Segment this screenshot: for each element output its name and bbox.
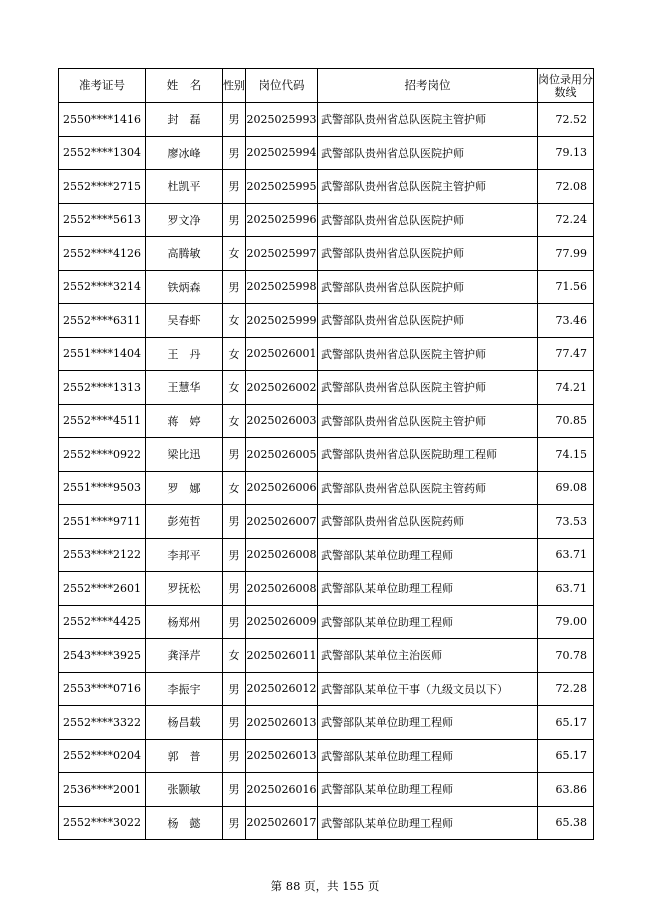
table-row [59,538,594,572]
cell-position: 武警部队贵州省总队医院主管药师 [318,471,538,505]
cell-score: 69.08 [538,471,594,505]
cell-exam-id: 2552****0204 [59,739,146,773]
table-row [59,438,594,472]
cell-position: 武警部队某单位助理工程师 [318,739,538,773]
cell-post-code: 2025026013 [246,706,318,740]
cell-score: 65.17 [538,706,594,740]
cell-exam-id: 2553****0716 [59,672,146,706]
cell-gender: 男 [223,773,246,807]
cell-gender: 男 [223,739,246,773]
cell-name: 彭苑哲 [146,505,223,539]
cell-post-code: 2025026012 [246,672,318,706]
cell-position: 武警部队贵州省总队医院护师 [318,237,538,271]
cell-gender: 男 [223,505,246,539]
cell-exam-id: 2551****9503 [59,471,146,505]
cell-position: 武警部队某单位主治医师 [318,639,538,673]
cell-gender: 男 [223,136,246,170]
cell-position: 武警部队某单位干事（九级文员以下） [318,672,538,706]
cell-gender: 女 [223,371,246,405]
cell-score: 70.85 [538,404,594,438]
cell-post-code: 2025026003 [246,404,318,438]
table-row [59,170,594,204]
cell-name: 王 丹 [146,337,223,371]
table-row [59,806,594,840]
cell-position: 武警部队某单位助理工程师 [318,773,538,807]
cell-name: 罗文净 [146,203,223,237]
cell-name: 封 磊 [146,103,223,137]
cell-exam-id: 2552****2715 [59,170,146,204]
header-name: 姓 名 [146,69,223,103]
cell-name: 罗 娜 [146,471,223,505]
cell-position: 武警部队贵州省总队医院护师 [318,304,538,338]
cell-post-code: 2025026008 [246,538,318,572]
cell-post-code: 2025026008 [246,572,318,606]
results-table [58,68,594,840]
cell-position: 武警部队贵州省总队医院主管护师 [318,337,538,371]
cell-post-code: 2025025997 [246,237,318,271]
table-row [59,672,594,706]
cell-name: 梁比迅 [146,438,223,472]
cell-gender: 男 [223,572,246,606]
table-header-row [59,69,594,103]
cell-gender: 男 [223,203,246,237]
cell-post-code: 2025025993 [246,103,318,137]
cell-score: 79.13 [538,136,594,170]
cell-exam-id: 2551****9711 [59,505,146,539]
cell-gender: 男 [223,438,246,472]
table-row [59,572,594,606]
cell-score: 72.08 [538,170,594,204]
cell-name: 高腾敏 [146,237,223,271]
cell-position: 武警部队贵州省总队医院主管护师 [318,371,538,405]
cell-name: 罗抚松 [146,572,223,606]
cell-score: 77.99 [538,237,594,271]
cell-post-code: 2025025998 [246,270,318,304]
table-row [59,605,594,639]
cell-gender: 女 [223,639,246,673]
cell-gender: 女 [223,404,246,438]
table-row [59,706,594,740]
cell-exam-id: 2552****3022 [59,806,146,840]
table-row [59,103,594,137]
cell-score: 65.38 [538,806,594,840]
cell-name: 铁炳森 [146,270,223,304]
cell-exam-id: 2553****2122 [59,538,146,572]
cell-name: 郭 普 [146,739,223,773]
table-row [59,639,594,673]
cell-gender: 男 [223,605,246,639]
cell-position: 武警部队某单位助理工程师 [318,572,538,606]
cell-exam-id: 2552****5613 [59,203,146,237]
cell-score: 63.86 [538,773,594,807]
cell-post-code: 2025026002 [246,371,318,405]
table-body [59,103,594,840]
cell-score: 74.21 [538,371,594,405]
cell-score: 71.56 [538,270,594,304]
cell-name: 廖冰峰 [146,136,223,170]
cell-gender: 男 [223,806,246,840]
cell-score: 63.71 [538,538,594,572]
table-row [59,773,594,807]
cell-score: 72.28 [538,672,594,706]
cell-position: 武警部队某单位助理工程师 [318,806,538,840]
cell-exam-id: 2552****4511 [59,404,146,438]
table-row [59,471,594,505]
cell-exam-id: 2552****4425 [59,605,146,639]
cell-exam-id: 2550****1416 [59,103,146,137]
table-row [59,371,594,405]
cell-exam-id: 2552****4126 [59,237,146,271]
cell-name: 杨郑州 [146,605,223,639]
cell-post-code: 2025026016 [246,773,318,807]
cell-exam-id: 2552****1313 [59,371,146,405]
cell-score: 65.17 [538,739,594,773]
cell-gender: 女 [223,471,246,505]
cell-post-code: 2025026006 [246,471,318,505]
cell-exam-id: 2543****3925 [59,639,146,673]
cell-gender: 女 [223,337,246,371]
cell-post-code: 2025025994 [246,136,318,170]
cell-name: 吴春虾 [146,304,223,338]
cell-gender: 男 [223,538,246,572]
table-row [59,337,594,371]
cell-exam-id: 2552****3322 [59,706,146,740]
cell-gender: 女 [223,237,246,271]
cell-position: 武警部队贵州省总队医院主管护师 [318,404,538,438]
cell-exam-id: 2552****6311 [59,304,146,338]
cell-position: 武警部队贵州省总队医院助理工程师 [318,438,538,472]
cell-post-code: 2025026013 [246,739,318,773]
cell-position: 武警部队贵州省总队医院主管护师 [318,170,538,204]
cell-post-code: 2025025999 [246,304,318,338]
cell-gender: 男 [223,706,246,740]
cell-exam-id: 2552****3214 [59,270,146,304]
cell-gender: 男 [223,170,246,204]
cell-exam-id: 2536****2001 [59,773,146,807]
cell-position: 武警部队某单位助理工程师 [318,605,538,639]
cell-post-code: 2025026009 [246,605,318,639]
cell-post-code: 2025026007 [246,505,318,539]
cell-exam-id: 2552****0922 [59,438,146,472]
header-post-code: 岗位代码 [246,69,318,103]
cell-name: 蒋 婷 [146,404,223,438]
header-exam-id: 准考证号 [59,69,146,103]
cell-position: 武警部队某单位助理工程师 [318,706,538,740]
cell-gender: 女 [223,304,246,338]
cell-gender: 男 [223,103,246,137]
cell-name: 张颢敏 [146,773,223,807]
table-row [59,505,594,539]
cell-position: 武警部队贵州省总队医院护师 [318,136,538,170]
cell-position: 武警部队贵州省总队医院护师 [318,203,538,237]
cell-name: 龚泽芹 [146,639,223,673]
cell-exam-id: 2552****2601 [59,572,146,606]
cell-name: 王慧华 [146,371,223,405]
cell-exam-id: 2552****1304 [59,136,146,170]
cell-name: 杜凯平 [146,170,223,204]
table-row [59,739,594,773]
table-row [59,237,594,271]
cell-score: 74.15 [538,438,594,472]
cell-position: 武警部队贵州省总队医院药师 [318,505,538,539]
header-gender: 性别 [223,69,246,103]
table-row [59,203,594,237]
cell-gender: 男 [223,270,246,304]
cell-name: 李邦平 [146,538,223,572]
cell-post-code: 2025026005 [246,438,318,472]
cell-post-code: 2025026011 [246,639,318,673]
page-number: 第 88 页，共 155 页 [270,879,380,893]
cell-score: 79.00 [538,605,594,639]
header-score: 岗位录用分数线 [538,69,594,103]
cell-position: 武警部队贵州省总队医院主管护师 [318,103,538,137]
table-row [59,404,594,438]
cell-score: 77.47 [538,337,594,371]
cell-exam-id: 2551****1404 [59,337,146,371]
cell-post-code: 2025025995 [246,170,318,204]
cell-score: 73.53 [538,505,594,539]
cell-gender: 男 [223,672,246,706]
table-row [59,304,594,338]
cell-score: 72.52 [538,103,594,137]
cell-score: 70.78 [538,639,594,673]
cell-score: 73.46 [538,304,594,338]
cell-post-code: 2025026001 [246,337,318,371]
cell-score: 63.71 [538,572,594,606]
cell-position: 武警部队贵州省总队医院护师 [318,270,538,304]
header-position: 招考岗位 [318,69,538,103]
cell-post-code: 2025025996 [246,203,318,237]
cell-name: 杨昌载 [146,706,223,740]
cell-post-code: 2025026017 [246,806,318,840]
cell-name: 杨 懿 [146,806,223,840]
cell-score: 72.24 [538,203,594,237]
cell-name: 李振宇 [146,672,223,706]
cell-position: 武警部队某单位助理工程师 [318,538,538,572]
table-row [59,270,594,304]
table-row [59,136,594,170]
results-table-wrapper [58,68,593,840]
